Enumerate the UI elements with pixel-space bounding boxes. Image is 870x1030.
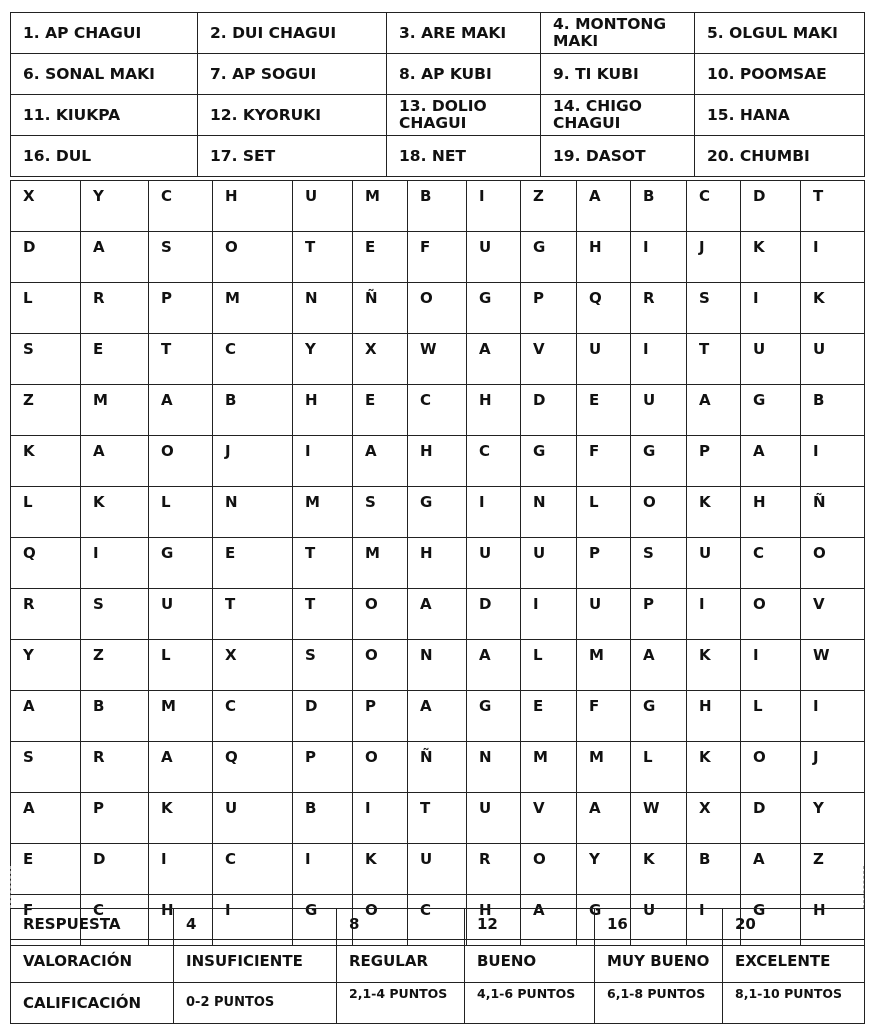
grid-cell[interactable]: H bbox=[467, 385, 521, 436]
grid-cell[interactable]: K bbox=[801, 283, 865, 334]
grid-cell[interactable]: K bbox=[687, 487, 741, 538]
grid-row bbox=[11, 385, 865, 436]
grid-cell[interactable]: O bbox=[521, 844, 577, 895]
grid-cell[interactable]: D bbox=[293, 691, 353, 742]
calificacion-value: 0-2 PUNTOS bbox=[174, 983, 337, 1024]
grid-row bbox=[11, 232, 865, 283]
grid-cell[interactable]: P bbox=[149, 283, 213, 334]
grid-cell[interactable]: C bbox=[149, 181, 213, 232]
grid-cell[interactable]: T bbox=[293, 232, 353, 283]
grid-cell[interactable]: E bbox=[521, 691, 577, 742]
grid-cell[interactable]: P bbox=[687, 436, 741, 487]
grid-cell[interactable]: O bbox=[353, 742, 408, 793]
grid-cell[interactable]: H bbox=[213, 181, 293, 232]
grid-cell[interactable]: F bbox=[577, 691, 631, 742]
grid-cell[interactable]: M bbox=[577, 742, 631, 793]
word-item: 2. DUI CHAGUI bbox=[198, 13, 387, 54]
word-list-table bbox=[10, 12, 865, 177]
calificacion-value: 6,1-8 PUNTOS bbox=[595, 983, 723, 1024]
grid-cell[interactable]: I bbox=[467, 487, 521, 538]
grid-cell[interactable]: M bbox=[353, 538, 408, 589]
respuesta-value: 20 bbox=[723, 909, 865, 940]
grid-cell[interactable]: H bbox=[741, 487, 801, 538]
grid-cell[interactable]: U bbox=[293, 181, 353, 232]
grid-cell[interactable]: D bbox=[467, 589, 521, 640]
grid-cell[interactable]: Y bbox=[293, 334, 353, 385]
grid-cell[interactable]: M bbox=[353, 181, 408, 232]
grid-cell[interactable]: I bbox=[801, 436, 865, 487]
grid-cell[interactable]: G bbox=[408, 487, 467, 538]
grid-cell[interactable]: G bbox=[631, 691, 687, 742]
grid-cell[interactable]: L bbox=[11, 487, 81, 538]
grid-cell[interactable]: T bbox=[149, 334, 213, 385]
grid-cell[interactable]: A bbox=[408, 589, 467, 640]
grid-row bbox=[11, 640, 865, 691]
grid-cell[interactable]: R bbox=[81, 283, 149, 334]
grid-cell[interactable]: I bbox=[801, 232, 865, 283]
grid-cell[interactable]: M bbox=[213, 283, 293, 334]
grid-cell[interactable]: R bbox=[11, 589, 81, 640]
grid-cell[interactable]: S bbox=[353, 487, 408, 538]
grid-cell[interactable]: P bbox=[631, 589, 687, 640]
grid-cell[interactable]: A bbox=[521, 895, 577, 946]
grid-cell[interactable]: E bbox=[213, 538, 293, 589]
grid-cell[interactable]: O bbox=[631, 487, 687, 538]
grid-cell[interactable]: O bbox=[801, 538, 865, 589]
grid-cell[interactable]: D bbox=[81, 844, 149, 895]
grid-cell[interactable]: Q bbox=[213, 742, 293, 793]
valoracion-row bbox=[11, 940, 865, 983]
grid-row bbox=[11, 589, 865, 640]
grid-cell[interactable]: A bbox=[577, 793, 631, 844]
grid-cell[interactable]: Q bbox=[11, 538, 81, 589]
grid-cell[interactable]: U bbox=[631, 385, 687, 436]
grid-cell[interactable]: Ñ bbox=[353, 283, 408, 334]
grid-cell[interactable]: O bbox=[741, 742, 801, 793]
grid-row bbox=[11, 487, 865, 538]
grid-cell[interactable]: U bbox=[741, 334, 801, 385]
grid-cell[interactable]: S bbox=[687, 283, 741, 334]
grid-cell[interactable]: C bbox=[213, 844, 293, 895]
valoracion-value: REGULAR bbox=[337, 940, 465, 983]
grid-cell[interactable]: D bbox=[741, 793, 801, 844]
grid-cell[interactable]: I bbox=[353, 793, 408, 844]
word-item: 20. CHUMBI bbox=[695, 136, 865, 177]
grid-cell[interactable]: L bbox=[11, 283, 81, 334]
grid-cell[interactable]: B bbox=[408, 181, 467, 232]
grid-cell[interactable]: O bbox=[408, 283, 467, 334]
grid-cell[interactable]: C bbox=[687, 181, 741, 232]
grid-cell[interactable]: H bbox=[293, 385, 353, 436]
grid-cell[interactable]: P bbox=[521, 283, 577, 334]
grid-cell[interactable]: U bbox=[577, 334, 631, 385]
grid-cell[interactable]: Z bbox=[11, 385, 81, 436]
grid-cell[interactable]: Z bbox=[81, 640, 149, 691]
grid-cell[interactable]: I bbox=[521, 589, 577, 640]
grid-cell[interactable]: V bbox=[521, 793, 577, 844]
grid-cell[interactable]: C bbox=[81, 895, 149, 946]
grid-cell[interactable]: N bbox=[467, 742, 521, 793]
grid-cell[interactable]: B bbox=[687, 844, 741, 895]
grid-cell[interactable]: A bbox=[11, 793, 81, 844]
grid-row bbox=[11, 742, 865, 793]
grid-cell[interactable]: N bbox=[408, 640, 467, 691]
word-item: 16. DUL bbox=[11, 136, 198, 177]
grid-cell[interactable]: P bbox=[353, 691, 408, 742]
valoracion-label: VALORACIÓN bbox=[11, 940, 174, 983]
grid-cell[interactable]: O bbox=[149, 436, 213, 487]
word-item: 6. SONAL MAKI bbox=[11, 54, 198, 95]
grid-cell[interactable]: G bbox=[521, 232, 577, 283]
grid-cell[interactable]: T bbox=[408, 793, 467, 844]
grid-cell[interactable]: U bbox=[467, 232, 521, 283]
grid-cell[interactable]: M bbox=[149, 691, 213, 742]
grid-cell[interactable]: D bbox=[521, 385, 577, 436]
grid-cell[interactable]: G bbox=[467, 283, 521, 334]
grid-cell[interactable]: A bbox=[741, 436, 801, 487]
word-item: 1. AP CHAGUI bbox=[11, 13, 198, 54]
grid-cell[interactable]: E bbox=[11, 844, 81, 895]
grid-cell[interactable]: Y bbox=[801, 793, 865, 844]
grid-cell[interactable]: R bbox=[467, 844, 521, 895]
calificacion-label: CALIFICACIÓN bbox=[11, 983, 174, 1024]
word-item: 7. AP SOGUI bbox=[198, 54, 387, 95]
grid-cell[interactable]: H bbox=[467, 895, 521, 946]
grid-cell[interactable]: Ñ bbox=[408, 742, 467, 793]
letter-grid-body bbox=[11, 181, 865, 946]
grid-cell[interactable]: A bbox=[81, 232, 149, 283]
word-item: 13. DOLIO CHAGUI bbox=[387, 95, 541, 136]
grid-row bbox=[11, 793, 865, 844]
grid-cell[interactable]: D bbox=[741, 181, 801, 232]
word-list-row bbox=[11, 136, 865, 177]
grid-cell[interactable]: A bbox=[687, 385, 741, 436]
grid-cell[interactable]: X bbox=[353, 334, 408, 385]
separator bbox=[10, 866, 864, 908]
calificacion-value: 2,1-4 PUNTOS bbox=[337, 983, 465, 1024]
grid-cell[interactable]: K bbox=[81, 487, 149, 538]
grid-cell[interactable]: U bbox=[521, 538, 577, 589]
grid-cell[interactable]: T bbox=[213, 589, 293, 640]
grid-row bbox=[11, 334, 865, 385]
grid-cell[interactable]: Y bbox=[577, 844, 631, 895]
grid-cell[interactable]: X bbox=[11, 181, 81, 232]
grid-cell[interactable]: A bbox=[408, 691, 467, 742]
respuesta-value: 8 bbox=[337, 909, 465, 940]
grid-cell[interactable]: G bbox=[293, 895, 353, 946]
grid-cell[interactable]: G bbox=[577, 895, 631, 946]
grid-cell[interactable]: C bbox=[467, 436, 521, 487]
grid-cell[interactable]: G bbox=[631, 436, 687, 487]
grid-cell[interactable]: H bbox=[801, 895, 865, 946]
grid-cell[interactable]: A bbox=[741, 844, 801, 895]
grid-cell[interactable]: P bbox=[293, 742, 353, 793]
grid-cell[interactable]: R bbox=[631, 283, 687, 334]
grid-cell[interactable]: I bbox=[293, 436, 353, 487]
word-item: 9. TI KUBI bbox=[541, 54, 695, 95]
grid-cell[interactable]: K bbox=[149, 793, 213, 844]
grid-cell[interactable]: B bbox=[631, 181, 687, 232]
grid-cell[interactable]: F bbox=[11, 895, 81, 946]
grid-cell[interactable]: J bbox=[801, 742, 865, 793]
word-item: 19. DASOT bbox=[541, 136, 695, 177]
grid-cell[interactable]: I bbox=[687, 895, 741, 946]
word-item: 3. ARE MAKI bbox=[387, 13, 541, 54]
grid-cell[interactable]: L bbox=[631, 742, 687, 793]
grid-cell[interactable]: J bbox=[213, 436, 293, 487]
grid-cell[interactable]: O bbox=[213, 232, 293, 283]
respuesta-value: 12 bbox=[465, 909, 595, 940]
grid-cell[interactable]: S bbox=[293, 640, 353, 691]
word-item: 18. NET bbox=[387, 136, 541, 177]
grid-cell[interactable]: E bbox=[577, 385, 631, 436]
grid-row bbox=[11, 538, 865, 589]
grid-cell[interactable]: T bbox=[293, 589, 353, 640]
grid-cell[interactable]: F bbox=[408, 232, 467, 283]
word-list-body bbox=[11, 13, 865, 177]
grid-cell[interactable]: F bbox=[577, 436, 631, 487]
grid-cell[interactable]: L bbox=[577, 487, 631, 538]
grid-cell[interactable]: Ñ bbox=[801, 487, 865, 538]
grid-cell[interactable]: L bbox=[149, 487, 213, 538]
grid-cell[interactable]: E bbox=[81, 334, 149, 385]
grid-cell[interactable]: I bbox=[293, 844, 353, 895]
grid-cell[interactable]: A bbox=[11, 691, 81, 742]
grid-cell[interactable]: S bbox=[81, 589, 149, 640]
calificacion-value: 4,1-6 PUNTOS bbox=[465, 983, 595, 1024]
grid-cell[interactable]: H bbox=[408, 436, 467, 487]
grid-cell[interactable]: H bbox=[408, 538, 467, 589]
grid-cell[interactable]: L bbox=[149, 640, 213, 691]
grid-cell[interactable]: I bbox=[149, 844, 213, 895]
grid-cell[interactable]: O bbox=[353, 589, 408, 640]
grid-cell[interactable]: X bbox=[213, 640, 293, 691]
word-list-row bbox=[11, 13, 865, 54]
grid-cell[interactable]: W bbox=[408, 334, 467, 385]
grid-cell[interactable]: U bbox=[213, 793, 293, 844]
word-item: 17. SET bbox=[198, 136, 387, 177]
grid-cell[interactable]: T bbox=[801, 181, 865, 232]
grid-cell[interactable]: Q bbox=[577, 283, 631, 334]
grid-cell[interactable]: I bbox=[801, 691, 865, 742]
grid-cell[interactable]: T bbox=[293, 538, 353, 589]
grid-cell[interactable]: C bbox=[408, 895, 467, 946]
calificacion-row bbox=[11, 983, 865, 1024]
grid-cell[interactable]: G bbox=[741, 895, 801, 946]
grid-cell[interactable]: O bbox=[741, 589, 801, 640]
grid-cell[interactable]: S bbox=[11, 334, 81, 385]
grid-cell[interactable]: A bbox=[577, 181, 631, 232]
grid-cell[interactable]: B bbox=[293, 793, 353, 844]
grid-row bbox=[11, 283, 865, 334]
grid-cell[interactable]: I bbox=[741, 640, 801, 691]
grid-cell[interactable]: J bbox=[687, 232, 741, 283]
grid-cell[interactable]: B bbox=[213, 385, 293, 436]
grid-cell[interactable]: T bbox=[687, 334, 741, 385]
grid-cell[interactable]: H bbox=[687, 691, 741, 742]
grid-cell[interactable]: K bbox=[687, 640, 741, 691]
word-item: 5. OLGUL MAKI bbox=[695, 13, 865, 54]
grid-cell[interactable]: I bbox=[81, 538, 149, 589]
grid-cell[interactable]: Y bbox=[11, 640, 81, 691]
grid-cell[interactable]: V bbox=[521, 334, 577, 385]
valoracion-value: EXCELENTE bbox=[723, 940, 865, 983]
grid-row bbox=[11, 691, 865, 742]
grid-row bbox=[11, 436, 865, 487]
grid-cell[interactable]: O bbox=[353, 640, 408, 691]
grid-cell[interactable]: S bbox=[631, 538, 687, 589]
grid-cell[interactable]: A bbox=[467, 334, 521, 385]
grid-cell[interactable]: O bbox=[353, 895, 408, 946]
grid-cell[interactable]: M bbox=[81, 385, 149, 436]
grid-cell[interactable]: E bbox=[353, 232, 408, 283]
word-item: 10. POOMSAE bbox=[695, 54, 865, 95]
grid-cell[interactable]: K bbox=[353, 844, 408, 895]
grid-cell[interactable]: S bbox=[11, 742, 81, 793]
grid-cell[interactable]: K bbox=[631, 844, 687, 895]
grid-cell[interactable]: K bbox=[741, 232, 801, 283]
respuesta-value: 16 bbox=[595, 909, 723, 940]
grid-cell[interactable]: U bbox=[467, 538, 521, 589]
grid-cell[interactable]: V bbox=[801, 589, 865, 640]
grid-cell[interactable]: U bbox=[687, 538, 741, 589]
grid-cell[interactable]: A bbox=[81, 436, 149, 487]
word-item: 11. KIUKPA bbox=[11, 95, 198, 136]
grid-cell[interactable]: L bbox=[521, 640, 577, 691]
grid-cell[interactable]: K bbox=[11, 436, 81, 487]
grid-cell[interactable]: K bbox=[687, 742, 741, 793]
grid-cell[interactable]: U bbox=[577, 589, 631, 640]
grid-cell[interactable]: G bbox=[467, 691, 521, 742]
grid-cell[interactable]: P bbox=[577, 538, 631, 589]
grid-cell[interactable]: A bbox=[631, 640, 687, 691]
grid-cell[interactable]: A bbox=[353, 436, 408, 487]
word-list-row bbox=[11, 54, 865, 95]
word-item: 4. MONTONG MAKI bbox=[541, 13, 695, 54]
grid-cell[interactable]: E bbox=[353, 385, 408, 436]
calificacion-value: 8,1-10 PUNTOS bbox=[723, 983, 865, 1024]
grid-cell[interactable]: U bbox=[467, 793, 521, 844]
respuesta-label: RESPUESTA bbox=[11, 909, 174, 940]
grid-cell[interactable]: M bbox=[577, 640, 631, 691]
grid-cell[interactable]: Z bbox=[521, 181, 577, 232]
grid-cell[interactable]: L bbox=[741, 691, 801, 742]
grid-cell[interactable]: U bbox=[801, 334, 865, 385]
grid-cell[interactable]: P bbox=[81, 793, 149, 844]
valoracion-value: BUENO bbox=[465, 940, 595, 983]
grid-cell[interactable]: G bbox=[521, 436, 577, 487]
grid-cell[interactable]: R bbox=[81, 742, 149, 793]
grid-cell[interactable]: C bbox=[408, 385, 467, 436]
grid-cell[interactable]: X bbox=[687, 793, 741, 844]
grid-cell[interactable]: H bbox=[149, 895, 213, 946]
grid-cell[interactable]: M bbox=[293, 487, 353, 538]
grid-cell[interactable]: U bbox=[408, 844, 467, 895]
grid-cell[interactable]: B bbox=[801, 385, 865, 436]
grid-cell[interactable]: I bbox=[631, 334, 687, 385]
grid-cell[interactable]: I bbox=[631, 232, 687, 283]
word-item: 8. AP KUBI bbox=[387, 54, 541, 95]
valoracion-value: MUY BUENO bbox=[595, 940, 723, 983]
grid-cell[interactable]: A bbox=[467, 640, 521, 691]
grid-cell[interactable]: C bbox=[213, 334, 293, 385]
grid-row bbox=[11, 181, 865, 232]
grid-cell[interactable]: G bbox=[741, 385, 801, 436]
word-item: 12. KYORUKI bbox=[198, 95, 387, 136]
grid-cell[interactable]: U bbox=[149, 589, 213, 640]
grid-cell[interactable]: G bbox=[149, 538, 213, 589]
respuesta-row bbox=[11, 909, 865, 940]
word-list-row bbox=[11, 95, 865, 136]
grid-cell[interactable]: Y bbox=[81, 181, 149, 232]
grid-cell[interactable]: A bbox=[149, 385, 213, 436]
grid-cell[interactable]: A bbox=[149, 742, 213, 793]
grid-cell[interactable]: D bbox=[11, 232, 81, 283]
grid-cell[interactable]: N bbox=[521, 487, 577, 538]
respuesta-value: 4 bbox=[174, 909, 337, 940]
grid-cell[interactable]: I bbox=[687, 589, 741, 640]
word-item: 14. CHIGO CHAGUI bbox=[541, 95, 695, 136]
grid-cell[interactable]: N bbox=[293, 283, 353, 334]
grid-cell[interactable]: C bbox=[213, 691, 293, 742]
grid-cell[interactable]: I bbox=[213, 895, 293, 946]
grid-cell[interactable]: C bbox=[741, 538, 801, 589]
grid-cell[interactable]: S bbox=[149, 232, 213, 283]
grid-cell[interactable]: N bbox=[213, 487, 293, 538]
grid-cell[interactable]: I bbox=[467, 181, 521, 232]
letter-grid bbox=[10, 180, 865, 946]
grid-cell[interactable]: H bbox=[577, 232, 631, 283]
scoring-table bbox=[10, 908, 865, 1024]
grid-cell[interactable]: B bbox=[81, 691, 149, 742]
grid-cell[interactable]: Z bbox=[801, 844, 865, 895]
grid-cell[interactable]: U bbox=[631, 895, 687, 946]
word-item: 15. HANA bbox=[695, 95, 865, 136]
valoracion-value: INSUFICIENTE bbox=[174, 940, 337, 983]
grid-cell[interactable]: W bbox=[631, 793, 687, 844]
grid-cell[interactable]: M bbox=[521, 742, 577, 793]
grid-cell[interactable]: I bbox=[741, 283, 801, 334]
grid-cell[interactable]: W bbox=[801, 640, 865, 691]
